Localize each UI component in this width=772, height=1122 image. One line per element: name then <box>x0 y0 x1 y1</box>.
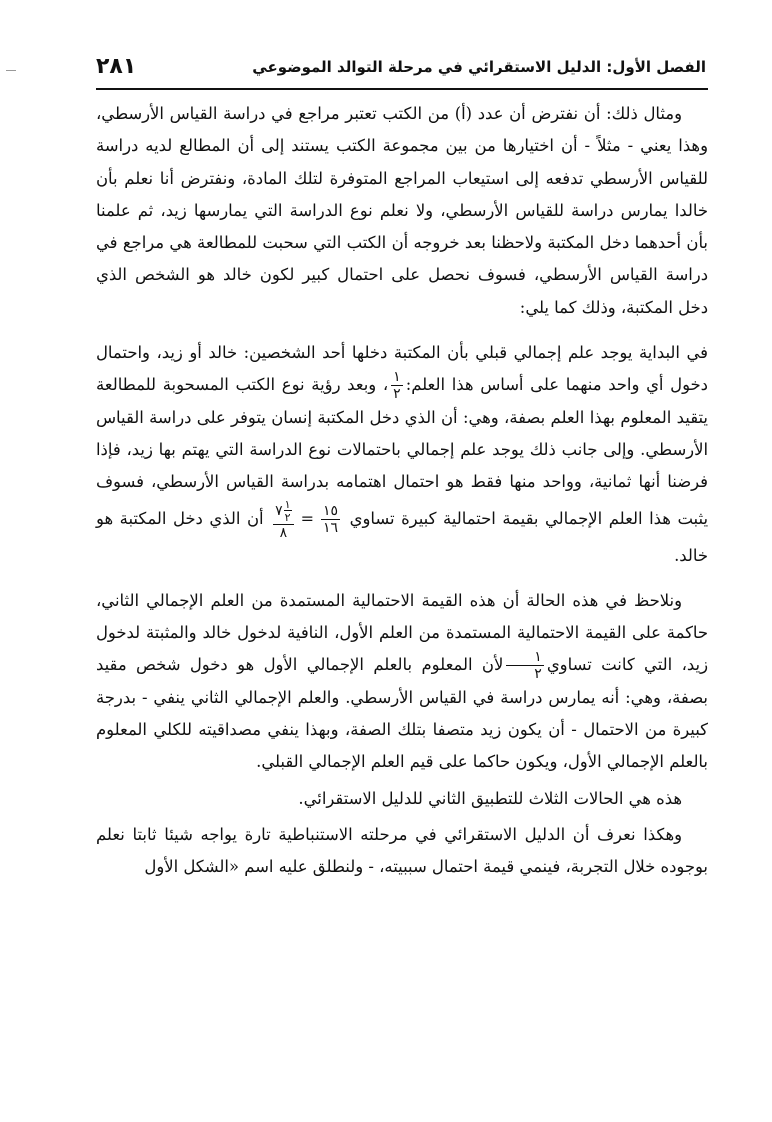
paragraph-text: لأن المعلوم بالعلم الإجمالي الأول هو دخول شخص مقيد بصفة، وهي: أنه يمارس دراسة في القياس الأرسطي. والعلم الإجمالي الثاني ينفي - بدرجة كبيرة من الاحتمال - أن يكون زيد متصفا بتلك الصفة، وبهذا ينفي مصداقيته للكلي المعلوم بالعلم الإجمالي الأول، ويكون حاكما على قيم العلم الإجمالي القبلي. <box>96 655 708 772</box>
fraction-numerator: ١ <box>393 369 401 386</box>
fraction-numerator: ١ <box>284 497 291 511</box>
equation <box>270 499 343 540</box>
fraction-denominator: ٢ <box>393 386 401 403</box>
paragraph-conclusion: وهكذا نعرف أن الدليل الاستقرائي في مرحلته الاستنباطية تارة يواجه شيئا ثابتا نعلم بوجوده خلال التجربة، فينمي قيمة احتمال سببيته، - ولنطلق عليه اسم «الشكل الأول <box>96 824 708 877</box>
paragraph-text: في البداية يوجد علم إجمالي قبلي بأن المكتبة دخلها أحد الشخصين: خالد أو زيد، واحتمال دخول أي واحد منهما على أساس هذا العلم: <box>96 343 708 395</box>
fraction-fifteen-sixteenths <box>321 504 340 535</box>
fraction-numerator: ١٥ <box>322 502 339 519</box>
fraction-denominator: ٨ <box>279 524 288 541</box>
paragraph-observation <box>96 585 708 779</box>
fraction-numerator: ١ <box>506 650 544 666</box>
numerator-whole: ٧ <box>275 502 283 519</box>
fraction-one-half <box>391 370 403 401</box>
equals-sign: = <box>300 508 314 528</box>
paragraph-text: ، وبعد رؤية نوع الكتب المسحوبة للمطالعة يتقيد المعلوم بهذا العلم بصفة، وهي: أن الذي دخل المكتبة إنسان يتوفر على دراسة القياس الأرسطي. وإلى جانب ذلك يوجد علم إجمالي باحتمالات نوع الدراسة التي يهتم بها زيد، فإذا فرضنا أنها ثمانية، وواحد منها فقط هو احتمال اهتمامه بدراسة القياس الأرسطي، فسوف يثبت هذا العلم الإجمالي بقيمة احتمالية كبيرة تساوي <box>96 375 709 528</box>
paragraph-three-cases: هذه هي الحالات الثلاث للتطبيق الثاني للدليل الاستقرائي. <box>298 788 682 808</box>
paragraph-prior-knowledge <box>96 337 708 572</box>
paragraph-text: ونلاحظ في هذه الحالة أن هذه القيمة الاحتمالية المستمدة من العلم الإجمالي الثاني، حاكمة على القيمة الاحتمالية المستمدة من العلم الأول، النافية لدخول خالد والمثبتة لدخول زيد، التي كانت تساوي <box>96 590 708 675</box>
page-body <box>96 98 708 884</box>
fraction-denominator: ١٦ <box>322 519 339 536</box>
fraction-numerator <box>273 499 293 525</box>
fraction-seven-and-half-eighths <box>273 499 293 540</box>
fraction-one-half <box>506 650 544 681</box>
page-number: ٢٨١ <box>96 54 137 79</box>
numerator-half <box>284 499 292 523</box>
running-header <box>96 54 706 90</box>
scan-edge-mark <box>6 70 16 71</box>
header-rule <box>96 88 708 90</box>
chapter-title: الفصل الأول: الدليل الاستقرائي في مرحلة التوالد الموضوعي <box>252 58 706 76</box>
fraction-denominator: ٢ <box>534 666 542 683</box>
paragraph-text: أن الذي دخل المكتبة هو خالد. <box>96 508 708 565</box>
fraction-denominator: ٢ <box>284 510 291 524</box>
paragraph-example: ومثال ذلك: أن نفترض أن عدد (أ) من الكتب تعتبر مراجع في دراسة القياس الأرسطي، وهذا يعني - مثلاً - أن اختيارها من بين مجموعة الكتب يستند إلى أن المطالع لديه دراسة للقياس الأرسطي تدفعه إلى استيعاب المراجع المتوفرة لتلك المادة، ونفترض أنا نعلم بأن خالدا يمارس دراسة للقياس الأرسطي، ولا نعلم نوع الدراسة التي يمارسها زيد، ثم علمنا بأن أحدهما دخل المكتبة ولاحظنا بعد خروجه أن الكتب التي سحبت للمطالعة هي مراجع في دراسة القياس الأرسطي، فسوف نحصل على احتمال كبير لكون خالد هو الشخص الذي دخل المكتبة، وذلك كما يلي: <box>96 104 708 317</box>
